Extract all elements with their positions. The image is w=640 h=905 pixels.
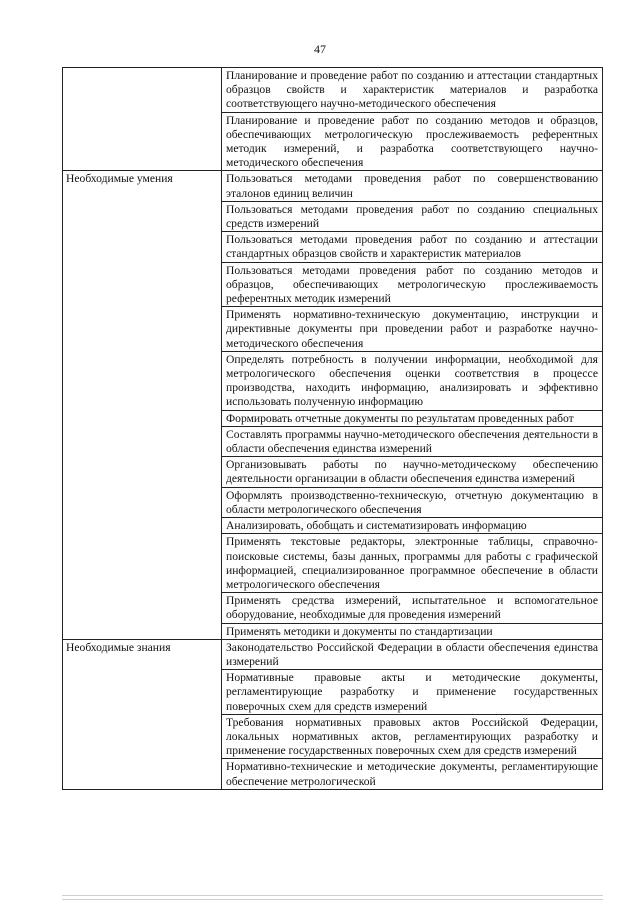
list-item: Определять потребность в получении информации, необходимой для метрологического обеспечения оценки соответствия в процессе производства, находить информацию, анализировать и эффективно использовать полученную информацию: [222, 351, 602, 410]
list-item: Требования нормативных правовых актов Российской Федерации, локальных нормативных актов, регламентирующих разработку и применение государственных поверочных схем для средств измерений: [222, 714, 602, 759]
scan-edge-line: [62, 899, 603, 900]
list-item: Применять методики и документы по стандартизации: [222, 623, 602, 639]
list-item: Планирование и проведение работ по созданию методов и образцов, обеспечивающих метрологическую прослеживаемость референтных методик измерений, и разработка соответствующего научно-методического обеспечения: [222, 112, 602, 171]
page-number: 47: [314, 42, 326, 56]
list-item: Планирование и проведение работ по созданию и аттестации стандартных образцов свойств и характеристик материалов и разработка соответствующего научно-методического обеспечения: [226, 69, 598, 111]
list-item: Анализировать, обобщать и систематизировать информацию: [222, 517, 602, 533]
list-item: Оформлять производственно-техническую, отчетную документацию в области метрологического обеспечения: [222, 487, 602, 517]
table-row: [63, 639, 603, 789]
list-item: Пользоваться методами проведения работ по созданию и аттестации стандартных образцов свойств и характеристик материалов: [222, 231, 602, 261]
scan-edge-line: [62, 895, 603, 896]
list-item: Применять текстовые редакторы, электронные таблицы, справочно-поисковые системы, базы данных, программы для работы с графической информацией, специализированное программное обеспечение в области метрологического обеспечения: [222, 533, 602, 592]
table-row: [63, 68, 603, 171]
list-item: Применять нормативно-техническую документацию, инструкции и директивные документы при проведении работ и разработке научно-методического обеспечения: [222, 306, 602, 351]
list-item: Применять средства измерений, испытательное и вспомогательное оборудование, необходимые для проведения измерений: [222, 592, 602, 622]
row-content-cell: [222, 171, 603, 639]
row-label: Необходимые умения: [66, 172, 173, 186]
list-item: Организовывать работы по научно-методическому обеспечению деятельности организации в области обеспечения единства измерений: [222, 456, 602, 486]
row-label-cell: [63, 68, 222, 171]
list-item: Формировать отчетные документы по результатам проведенных работ: [222, 410, 602, 426]
list-item: Законодательство Российской Федерации в области обеспечения единства измерений: [226, 640, 598, 668]
row-content-cell: [222, 68, 603, 171]
list-item: Нормативные правовые акты и методические документы, регламентирующие разработку и применение государственных поверочных схем для средств измерений: [222, 669, 602, 714]
table-row: [63, 171, 603, 639]
row-content-cell: [222, 639, 603, 789]
list-item: Пользоваться методами проведения работ по созданию методов и образцов, обеспечивающих метрологическую прослеживаемость референтных методик измерений: [222, 262, 602, 307]
row-label: [63, 68, 221, 70]
row-label: Необходимые знания: [66, 640, 171, 654]
row-label-cell: [63, 171, 222, 639]
list-item: Пользоваться методами проведения работ по совершенствованию эталонов единиц величин: [226, 172, 598, 200]
list-item: Составлять программы научно-методического обеспечения деятельности в области обеспечения единства измерений: [222, 426, 602, 456]
competency-table: [62, 67, 603, 790]
list-item: Пользоваться методами проведения работ по созданию специальных средств измерений: [222, 201, 602, 231]
list-item: Нормативно-технические и методические документы, регламентирующие обеспечение метрологической: [222, 758, 602, 788]
row-label-cell: [63, 639, 222, 789]
